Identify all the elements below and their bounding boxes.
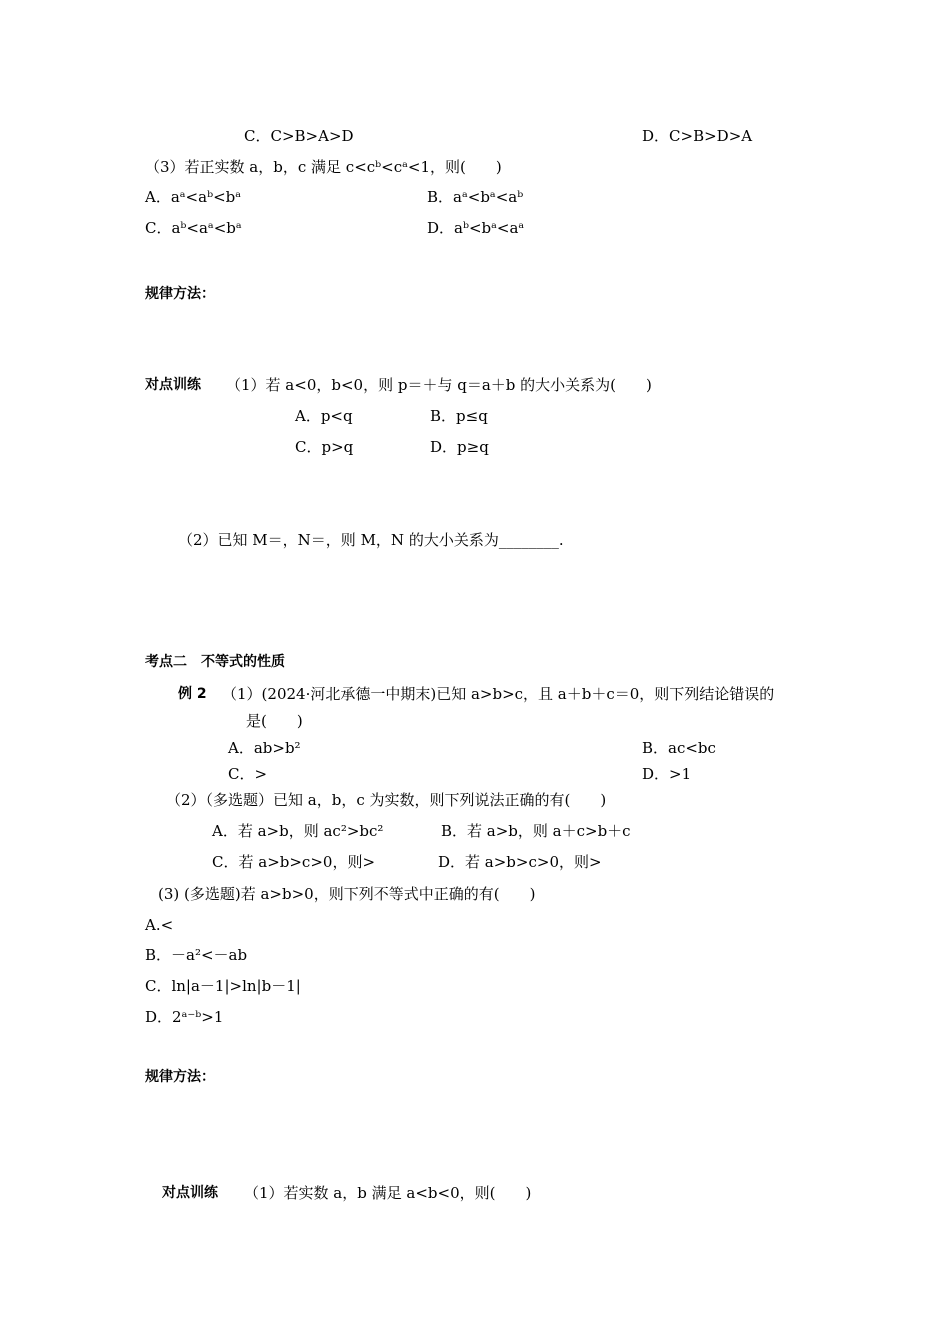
example-2-option-a: A．若 a>b，则 ac²>bc²	[212, 822, 384, 840]
practice-option-d: D．p≥q	[430, 438, 489, 456]
example-3-option-d: D．2ᵃ⁻ᵇ>1	[145, 1008, 224, 1026]
example-3-option-c: C．ln|a－1|>ln|b－1|	[145, 977, 301, 995]
example-2-option-d: D．若 a>b>c>0，则>	[438, 853, 602, 871]
practice-option-b: B．p≤q	[430, 407, 488, 425]
example-2-option-b: B．若 a>b，则 a＋c>b＋c	[441, 822, 631, 840]
practice-heading: 对点训练	[145, 377, 201, 393]
option-b: B．aᵃ<bᵃ<aᵇ	[427, 188, 524, 206]
method-heading: 规律方法：	[145, 286, 215, 302]
option-d-ordering: D．C>B>D>A	[642, 127, 753, 145]
practice-2-1-stem: （1）若实数 a，b 满足 a<b<0，则( )	[244, 1184, 532, 1202]
practice-option-a: A．p<q	[295, 407, 353, 425]
example-label: 例 2	[178, 686, 207, 702]
practice-1-stem: （1）若 a<0，b<0，则 p＝＋与 q＝a＋b 的大小关系为( )	[226, 376, 652, 394]
method-heading-2: 规律方法：	[145, 1069, 215, 1085]
example-option-c: C．>	[228, 765, 268, 783]
option-a: A．aᵃ<aᵇ<bᵃ	[145, 188, 242, 206]
question-3-stem: （3）若正实数 a，b，c 满足 c<cᵇ<cᵃ<1，则( )	[145, 158, 502, 176]
example-2-option-c: C．若 a>b>c>0，则>	[212, 853, 376, 871]
example-1-stem: （1）(2024·河北承德一中期末)已知 a>b>c，且 a＋b＋c＝0，则下列结论错误的	[222, 685, 775, 703]
option-c-ordering: C．C>B>A>D	[244, 127, 354, 145]
example-2-stem: （2）（多选题）已知 a，b，c 为实数，则下列说法正确的有( )	[166, 791, 607, 809]
practice-heading-2: 对点训练	[162, 1185, 218, 1201]
example-3-option-b: B．－a²<－ab	[145, 946, 248, 964]
section-heading: 考点二 不等式的性质	[145, 654, 285, 670]
option-c: C．aᵇ<aᵃ<bᵃ	[145, 219, 242, 237]
example-3-option-a: A.<	[145, 916, 174, 934]
example-option-b: B．ac<bc	[642, 739, 716, 757]
practice-option-c: C．p>q	[295, 438, 354, 456]
option-d: D．aᵇ<bᵃ<aᵃ	[427, 219, 525, 237]
practice-2-stem: （2）已知 M＝，N＝，则 M，N 的大小关系为________.	[178, 531, 564, 549]
example-1-stem-cont: 是( )	[246, 712, 303, 730]
example-option-a: A．ab>b²	[228, 739, 301, 757]
example-option-d: D．>1	[642, 765, 692, 783]
example-3-stem: (3) (多选题)若 a>b>0，则下列不等式中正确的有( )	[158, 885, 536, 903]
